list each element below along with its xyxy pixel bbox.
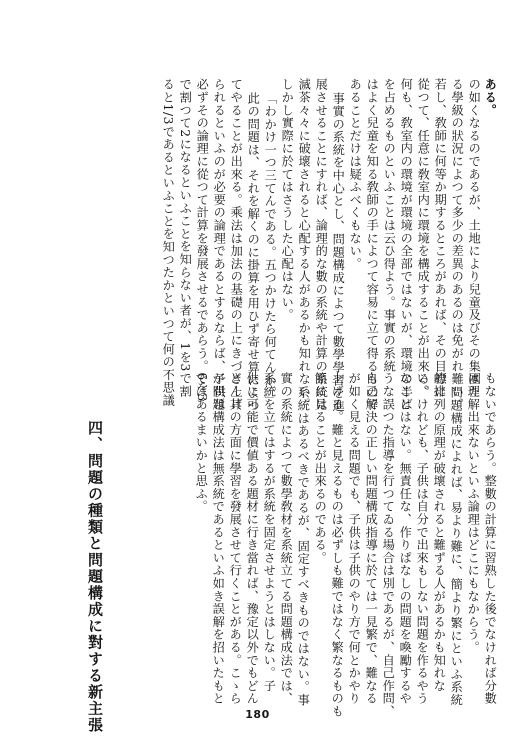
- text-column: 實の系統によつて數學敎材を系統立てる問題構成法では、: [279, 372, 294, 705]
- text-column: が如く見える問題でも、子供は子供のやり方で何とかやり: [347, 372, 362, 705]
- text-column: 若し、敎師に何等か期するところがあれば、その目標に: [433, 78, 448, 398]
- section-heading: 四、問題の種類と問題構成に對する新主張: [86, 420, 104, 734]
- text-column: あることだけは疑ふべくもない。: [348, 78, 363, 270]
- text-column: 供に可能で價値ある題材に行き當れば、豫定以外でもどん: [245, 372, 260, 705]
- text-column: どん其の方面に學習を發展させて行くことがある。こゝら: [228, 372, 243, 705]
- text-column: を占めるものといふことは云ひ得よう。事實の系統: [382, 78, 397, 373]
- text-column: ると1/3であるといふことを知つたかといつて何の不思議: [161, 78, 176, 407]
- text-column: で割つて2になるといふことを知らない者が、1を3で割: [178, 78, 193, 398]
- text-column: 系統はあるべきであるが、固定すべきものではない。事: [296, 386, 311, 706]
- text-column: の如くなるのであるが、土地により兒童及びその集團た: [467, 78, 482, 398]
- text-column: 滅茶々々に破壞されると心配する人があるかも知れない。: [297, 78, 312, 411]
- text-column: 「わかけ一つ三てんである。五つかけたら何てんか。」: [263, 92, 278, 406]
- text-column: もないであらう。整數の計算に習熟した後でなければ分數: [483, 372, 498, 705]
- text-column: うな誤つた指導を行つてゐる場合は別であるが、自己作問、: [381, 372, 396, 718]
- text-column: 自己解決の正しい問題構成指導に於ては一見繁で、難なる: [364, 372, 379, 705]
- text-column: しかし實際に於てはさうした心配はない。: [280, 78, 295, 322]
- text-column: 簡に見ることが出來るのである。: [313, 372, 328, 564]
- text-column: 上げる。難と見えるものは必ずしも難ではなく繁なるものも: [330, 372, 345, 718]
- page-number: 180: [245, 708, 270, 721]
- text-column: 的排列の原理が破壞されると難ずる人があるかも知れな: [432, 372, 447, 692]
- text-column: は理解出來ないといふ論理はどこにもなからう。: [466, 372, 481, 654]
- text-column: 事實の系統を中心とし、問題構成によつて數學學習を進: [331, 92, 346, 412]
- text-column: る學級の狀況によつて多少の差異のあるのは免がれ難い。: [450, 78, 465, 411]
- text-column: られるといふのが必要の論理であるとするならば、子供は: [212, 78, 227, 411]
- text-column: が問題構成法は無系統であるといふ如き誤解を招いたもと: [211, 372, 226, 705]
- text-column: い。けれども、子供は自分で出來もしない問題を作るやう: [415, 372, 430, 705]
- text-column: 問題構成によれば、易より難に、簡より繁にといふ系統: [449, 386, 464, 706]
- text-column: てやることが出來る。乘法は加法の基礎の上にきづき上げ: [229, 78, 244, 411]
- text-column: ではあるまいかと思ふ。: [194, 372, 209, 513]
- text-column: 系統を立てはするが系統を固定させようとはしない。子: [262, 372, 277, 692]
- text-column: 此の問題は、それを解くのに掛算を用ひず寄せ算によつ: [246, 92, 261, 412]
- text-column: なことはない。無責任な、作りぱなしの問題を喚勵するや: [398, 372, 413, 705]
- text-column: ある。: [483, 78, 498, 117]
- text-column: はよく兒童を知る敎師の手によつて容易に立て得るもので: [365, 78, 380, 411]
- text-column: 何も、敎室内の環境が環境の全部ではないが、環境の半ば: [399, 78, 414, 411]
- text-column: 從つて、任意に敎室内に環境を構成することが出來る。: [416, 78, 431, 398]
- text-column: 展させることにすれば、論理的な數の系統や計算の系統は: [314, 78, 329, 411]
- text-column: 必ずその論理に從つて計算を發展させるであらう。6を3: [195, 78, 210, 402]
